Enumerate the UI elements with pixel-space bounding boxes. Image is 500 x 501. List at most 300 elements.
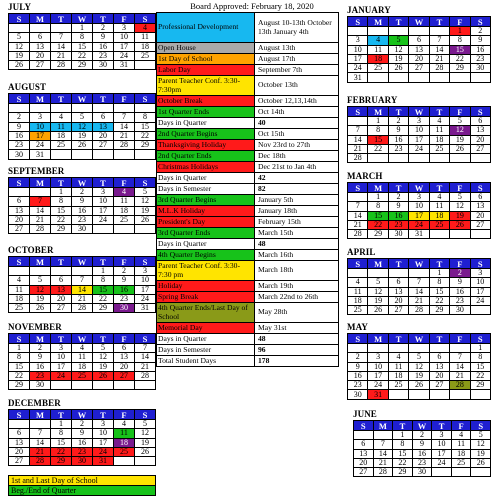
week-row [354, 449, 491, 458]
day-cell: 3 [470, 269, 490, 278]
day-cell: 9 [30, 353, 51, 362]
day-cell: 19 [135, 206, 156, 215]
day-cell: 28 [135, 371, 156, 380]
weekday-label: F [114, 410, 135, 420]
week-row [348, 154, 491, 163]
events-table [156, 12, 339, 367]
weekday-header-row [348, 183, 491, 193]
day-cell [93, 104, 114, 113]
day-cell [409, 73, 429, 82]
day-cell: 15 [93, 285, 114, 294]
weekday-label: W [409, 17, 429, 27]
day-cell [409, 27, 429, 36]
day-cell: 22 [368, 144, 388, 153]
day-cell: 4 [348, 278, 368, 287]
day-cell: 7 [30, 429, 51, 438]
month-february [347, 95, 491, 163]
weekday-label: S [470, 17, 490, 27]
event-row [157, 140, 339, 151]
day-cell: 23 [93, 51, 114, 60]
day-cell: 24 [93, 215, 114, 224]
week-row [348, 73, 491, 82]
day-cell [368, 344, 388, 353]
event-row [157, 54, 339, 65]
day-cell: 7 [135, 344, 156, 353]
day-cell: 25 [429, 220, 449, 229]
day-cell: 2 [388, 193, 408, 202]
event-date: Oct 14th [255, 107, 339, 118]
week-row [348, 193, 491, 202]
week-row [348, 278, 491, 287]
day-cell: 9 [9, 122, 30, 131]
month-march [347, 171, 491, 239]
event-row [157, 206, 339, 217]
day-cell [9, 188, 30, 197]
day-cell: 11 [451, 440, 471, 449]
day-cell: 6 [9, 197, 30, 206]
day-cell: 31 [93, 457, 114, 466]
day-cell: 20 [30, 51, 51, 60]
day-cell: 18 [9, 294, 30, 303]
weekday-header-row [9, 257, 156, 267]
day-cell: 24 [93, 447, 114, 456]
event-row [157, 151, 339, 162]
day-cell: 3 [114, 24, 135, 33]
day-cell: 19 [72, 131, 93, 140]
day-cell: 27 [9, 457, 30, 466]
event-row [157, 323, 339, 334]
day-cell: 23 [450, 296, 470, 305]
day-cell [409, 390, 429, 399]
weekday-label: T [93, 178, 114, 188]
day-cell: 12 [135, 197, 156, 206]
event-name: Memorial Day [157, 323, 255, 334]
day-cell: 10 [93, 429, 114, 438]
day-cell: 10 [409, 202, 429, 211]
event-name: 2nd Quarter Begins [157, 129, 255, 140]
day-cell: 27 [51, 304, 72, 313]
day-cell: 5 [72, 113, 93, 122]
day-cell [429, 27, 449, 36]
event-name: Days in Semester [157, 345, 255, 356]
day-cell: 2 [30, 344, 51, 353]
day-cell: 10 [135, 276, 156, 285]
week-row [348, 54, 491, 63]
month-grid [347, 16, 491, 83]
event-name: 1st Quarter Ends [157, 107, 255, 118]
day-cell: 30 [9, 150, 30, 159]
day-cell: 5 [450, 193, 470, 202]
day-cell: 29 [51, 225, 72, 234]
day-cell: 16 [388, 211, 408, 220]
day-cell: 5 [450, 117, 470, 126]
day-cell: 21 [348, 144, 368, 153]
day-cell: 6 [354, 440, 374, 449]
day-cell: 10 [93, 197, 114, 206]
day-cell: 17 [432, 449, 452, 458]
event-name: Spring Break [157, 292, 255, 303]
day-cell: 23 [72, 215, 93, 224]
event-name: Parent Teacher Conf. 3:30-7:30pm [157, 76, 255, 96]
weekday-label: W [409, 183, 429, 193]
day-cell: 23 [9, 141, 30, 150]
day-cell: 27 [470, 220, 490, 229]
weekday-label: M [368, 17, 388, 27]
month-january [347, 5, 491, 83]
day-cell: 4 [429, 117, 449, 126]
day-cell: 4 [429, 193, 449, 202]
weekday-label: W [72, 334, 93, 344]
day-cell: 24 [432, 458, 452, 467]
event-date: August 17th [255, 54, 339, 65]
event-row [157, 261, 339, 281]
day-cell: 21 [51, 51, 72, 60]
day-cell: 21 [429, 54, 449, 63]
day-cell: 28 [51, 61, 72, 70]
day-cell: 10 [114, 33, 135, 42]
week-row [9, 61, 156, 70]
day-cell: 21 [450, 371, 470, 380]
day-cell [135, 104, 156, 113]
day-cell: 25 [72, 371, 93, 380]
weekday-label: W [72, 94, 93, 104]
event-name: Days in Quarter [157, 173, 255, 184]
day-cell: 22 [93, 294, 114, 303]
day-cell [450, 73, 470, 82]
week-row [9, 104, 156, 113]
day-cell: 25 [368, 64, 388, 73]
weekday-label: W [72, 410, 93, 420]
week-row [354, 468, 491, 477]
weekday-label: M [30, 178, 51, 188]
day-cell: 25 [114, 447, 135, 456]
event-name: 1st Day of School [157, 54, 255, 65]
day-cell: 17 [93, 438, 114, 447]
month-grid [8, 13, 156, 70]
month-december [8, 398, 156, 466]
month-grid [8, 333, 156, 390]
day-cell: 22 [135, 131, 156, 140]
week-row [348, 390, 491, 399]
day-cell: 5 [368, 278, 388, 287]
month-name: JUNE [353, 409, 377, 419]
day-cell: 13 [470, 126, 490, 135]
month-august [8, 82, 156, 160]
day-cell: 20 [114, 362, 135, 371]
weekday-label: T [429, 107, 449, 117]
week-row [9, 438, 156, 447]
day-cell: 2 [412, 431, 432, 440]
day-cell: 4 [388, 353, 408, 362]
day-cell: 10 [348, 45, 368, 54]
week-row [348, 287, 491, 296]
month-name: NOVEMBER [8, 322, 62, 332]
day-cell: 1 [51, 420, 72, 429]
day-cell: 13 [9, 206, 30, 215]
day-cell: 12 [30, 285, 51, 294]
weekday-label: T [93, 410, 114, 420]
week-row [9, 206, 156, 215]
event-name: Professional Development [157, 13, 255, 43]
weekday-header-row [9, 178, 156, 188]
week-row [348, 135, 491, 144]
weekday-label: M [30, 334, 51, 344]
day-cell: 31 [409, 230, 429, 239]
day-cell: 5 [135, 420, 156, 429]
day-cell: 19 [30, 294, 51, 303]
day-cell: 21 [348, 220, 368, 229]
day-cell: 18 [51, 131, 72, 140]
day-cell: 28 [72, 304, 93, 313]
weekday-label: S [9, 257, 30, 267]
day-cell: 26 [388, 64, 408, 73]
day-cell [450, 230, 470, 239]
day-cell: 2 [388, 117, 408, 126]
week-row [9, 362, 156, 371]
day-cell: 23 [412, 458, 432, 467]
day-cell: 28 [114, 141, 135, 150]
day-cell: 30 [30, 381, 51, 390]
day-cell [409, 154, 429, 163]
weekday-label: F [114, 178, 135, 188]
day-cell: 8 [93, 276, 114, 285]
day-cell: 26 [135, 215, 156, 224]
week-row [348, 269, 491, 278]
day-cell: 18 [114, 438, 135, 447]
day-cell: 8 [368, 126, 388, 135]
day-cell: 22 [429, 296, 449, 305]
day-cell: 9 [388, 126, 408, 135]
day-cell: 4 [451, 431, 471, 440]
event-name: Christmas Holidays [157, 162, 255, 173]
day-cell: 22 [393, 458, 413, 467]
day-cell: 15 [368, 135, 388, 144]
weekday-label: W [409, 107, 429, 117]
month-name: FEBRUARY [347, 95, 398, 105]
event-row [157, 76, 339, 96]
day-cell: 3 [93, 420, 114, 429]
day-cell: 13 [429, 362, 449, 371]
week-row [348, 211, 491, 220]
weekday-label: S [470, 107, 490, 117]
day-cell: 15 [393, 449, 413, 458]
event-date: 48 [255, 239, 339, 250]
day-cell [429, 73, 449, 82]
weekday-label: T [93, 14, 114, 24]
month-july [8, 2, 156, 70]
day-cell [429, 390, 449, 399]
weekday-header-row [348, 334, 491, 344]
day-cell: 17 [409, 211, 429, 220]
day-cell: 31 [114, 61, 135, 70]
day-cell: 21 [72, 294, 93, 303]
week-row [348, 117, 491, 126]
day-cell: 9 [450, 278, 470, 287]
event-row [157, 228, 339, 239]
week-row [9, 33, 156, 42]
weekday-label: M [30, 94, 51, 104]
day-cell: 19 [388, 54, 408, 63]
day-cell: 25 [388, 381, 408, 390]
day-cell: 18 [114, 206, 135, 215]
day-cell [450, 390, 470, 399]
weekday-label: S [348, 183, 368, 193]
weekday-label: W [409, 334, 429, 344]
day-cell: 30 [93, 61, 114, 70]
day-cell: 10 [51, 353, 72, 362]
day-cell [135, 457, 156, 466]
week-row [9, 267, 156, 276]
weekday-label: S [135, 410, 156, 420]
day-cell: 26 [409, 381, 429, 390]
day-cell: 5 [30, 276, 51, 285]
event-date: Dec 21st to Jan 4th [255, 162, 339, 173]
day-cell: 7 [450, 353, 470, 362]
week-row [9, 294, 156, 303]
day-cell: 23 [388, 144, 408, 153]
weekday-label: S [470, 259, 490, 269]
day-cell: 9 [93, 33, 114, 42]
weekday-label: T [388, 259, 408, 269]
day-cell: 13 [409, 45, 429, 54]
day-cell: 3 [93, 188, 114, 197]
event-row [157, 303, 339, 323]
day-cell: 22 [51, 215, 72, 224]
day-cell: 16 [114, 285, 135, 294]
day-cell: 29 [393, 468, 413, 477]
day-cell: 22 [51, 447, 72, 456]
day-cell: 11 [135, 33, 156, 42]
week-row [9, 429, 156, 438]
day-cell: 6 [9, 429, 30, 438]
day-cell: 20 [429, 371, 449, 380]
day-cell: 22 [450, 54, 470, 63]
weekday-label: S [470, 183, 490, 193]
weekday-label: F [451, 421, 471, 431]
day-cell: 7 [409, 278, 429, 287]
day-cell [51, 24, 72, 33]
month-november [8, 322, 156, 390]
day-cell: 23 [348, 381, 368, 390]
day-cell [368, 27, 388, 36]
day-cell: 8 [51, 429, 72, 438]
week-row [9, 344, 156, 353]
day-cell: 12 [388, 45, 408, 54]
day-cell: 24 [51, 371, 72, 380]
event-name: October Break [157, 96, 255, 107]
day-cell: 1 [51, 188, 72, 197]
day-cell: 3 [432, 431, 452, 440]
event-row [157, 334, 339, 345]
day-cell: 14 [348, 211, 368, 220]
day-cell: 13 [388, 287, 408, 296]
day-cell: 21 [30, 447, 51, 456]
event-name: Holiday [157, 281, 255, 292]
day-cell [470, 306, 490, 315]
day-cell: 3 [409, 193, 429, 202]
day-cell: 24 [368, 381, 388, 390]
day-cell [30, 188, 51, 197]
week-row [348, 220, 491, 229]
day-cell: 16 [470, 45, 490, 54]
day-cell: 17 [368, 371, 388, 380]
weekday-label: S [135, 14, 156, 24]
event-name: 3rd Quarter Begins [157, 195, 255, 206]
day-cell: 14 [30, 206, 51, 215]
month-grid [347, 182, 491, 239]
day-cell [388, 390, 408, 399]
weekday-header-row [9, 334, 156, 344]
weekday-label: M [368, 107, 388, 117]
week-row [9, 457, 156, 466]
day-cell: 8 [470, 353, 490, 362]
day-cell [470, 390, 490, 399]
weekday-label: S [9, 178, 30, 188]
day-cell: 26 [30, 304, 51, 313]
day-cell: 2 [114, 267, 135, 276]
day-cell: 3 [368, 353, 388, 362]
day-cell [9, 420, 30, 429]
day-cell: 26 [135, 447, 156, 456]
day-cell: 18 [368, 54, 388, 63]
weekday-label: T [51, 257, 72, 267]
weekday-label: T [429, 334, 449, 344]
day-cell: 4 [114, 188, 135, 197]
day-cell [30, 267, 51, 276]
day-cell: 5 [471, 431, 491, 440]
day-cell: 12 [450, 126, 470, 135]
day-cell [450, 344, 470, 353]
weekday-label: T [51, 178, 72, 188]
day-cell: 30 [450, 306, 470, 315]
event-date: Nov 23rd to 27th [255, 140, 339, 151]
week-row [9, 51, 156, 60]
weekday-label: F [114, 14, 135, 24]
day-cell: 2 [470, 27, 490, 36]
day-cell: 29 [470, 381, 490, 390]
event-row [157, 250, 339, 261]
day-cell: 23 [72, 447, 93, 456]
day-cell: 13 [354, 449, 374, 458]
day-cell: 28 [348, 154, 368, 163]
event-row [157, 43, 339, 54]
day-cell: 19 [9, 51, 30, 60]
event-row [157, 184, 339, 195]
day-cell: 14 [114, 122, 135, 131]
day-cell: 1 [93, 267, 114, 276]
event-name: Thanksgiving Holiday [157, 140, 255, 151]
event-date: March 15th [255, 228, 339, 239]
week-row [354, 440, 491, 449]
weekday-label: W [409, 259, 429, 269]
day-cell: 27 [30, 61, 51, 70]
day-cell [450, 154, 470, 163]
weekday-label: M [373, 421, 393, 431]
event-row [157, 292, 339, 303]
month-june [353, 409, 491, 477]
day-cell [51, 267, 72, 276]
day-cell [72, 150, 93, 159]
event-name: Open House [157, 43, 255, 54]
month-grid [8, 409, 156, 466]
day-cell: 15 [9, 362, 30, 371]
day-cell: 11 [348, 287, 368, 296]
month-name: MAY [347, 322, 368, 332]
day-cell: 19 [450, 211, 470, 220]
month-april [347, 247, 491, 315]
day-cell [388, 269, 408, 278]
day-cell: 20 [409, 54, 429, 63]
